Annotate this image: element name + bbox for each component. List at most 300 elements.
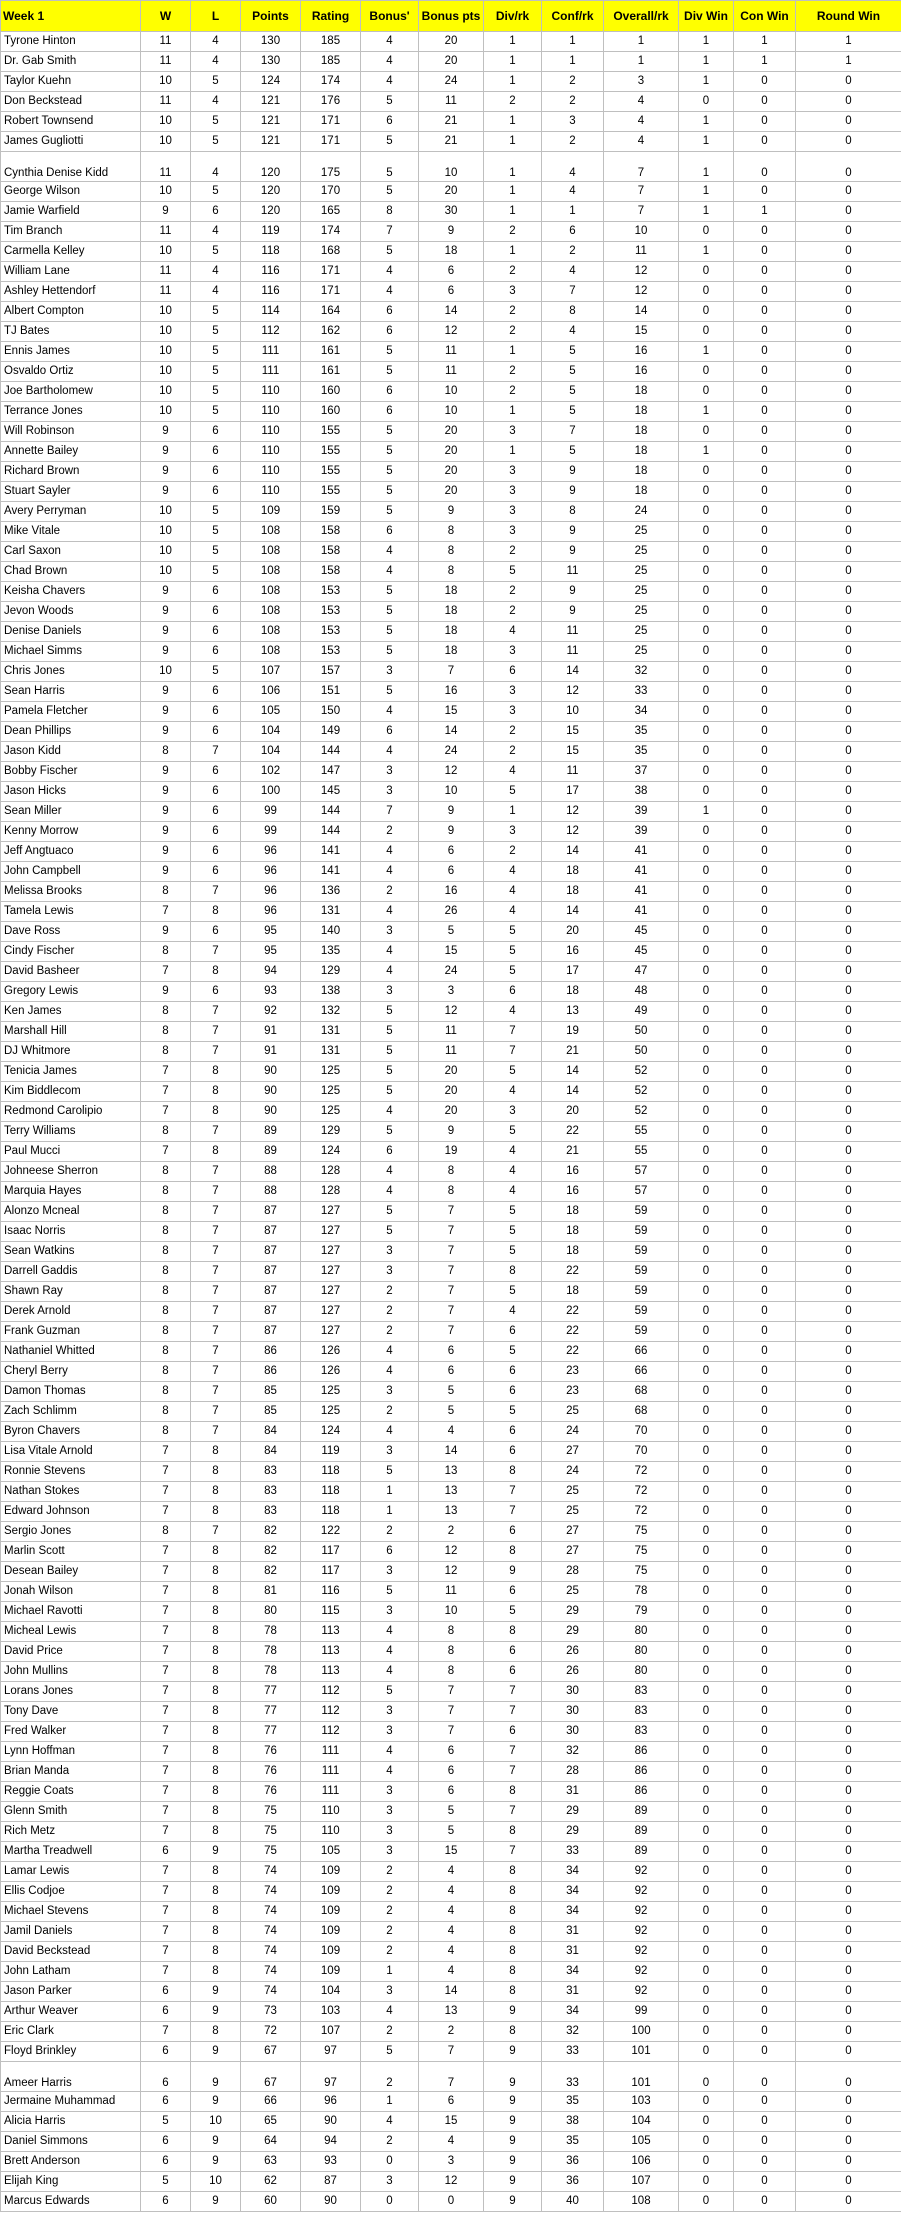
stat-cell: 25: [542, 1502, 604, 1522]
stat-cell: 5: [542, 402, 604, 422]
stat-cell: 0: [796, 402, 901, 422]
stat-cell: 0: [796, 882, 901, 902]
stat-cell: 127: [301, 1242, 361, 1262]
stat-cell: 0: [679, 822, 734, 842]
stat-cell: 8: [191, 1142, 241, 1162]
stat-cell: 0: [796, 2152, 901, 2172]
stat-cell: 52: [604, 1062, 679, 1082]
stat-cell: 7: [191, 1422, 241, 1442]
stat-cell: 118: [301, 1462, 361, 1482]
stat-cell: 108: [604, 2192, 679, 2212]
stat-cell: 37: [604, 762, 679, 782]
stat-cell: 76: [241, 1762, 301, 1782]
player-name-cell: Ronnie Stevens: [1, 1462, 141, 1482]
stat-cell: 8: [191, 1702, 241, 1722]
table-row: [1, 1742, 901, 1762]
stat-cell: 6: [191, 482, 241, 502]
stat-cell: 0: [679, 762, 734, 782]
stat-cell: 5: [484, 1602, 542, 1622]
stat-cell: 0: [734, 242, 796, 262]
table-row: [1, 1442, 901, 1462]
table-row: [1, 1882, 901, 1902]
table-row: [1, 642, 901, 662]
stat-cell: 5: [361, 622, 419, 642]
stat-cell: 27: [542, 1542, 604, 1562]
stat-cell: 2: [484, 722, 542, 742]
player-name-cell: Floyd Brinkley: [1, 2042, 141, 2062]
stat-cell: 0: [734, 1882, 796, 1902]
stat-cell: 100: [241, 782, 301, 802]
stat-cell: 185: [301, 52, 361, 72]
stat-cell: 113: [301, 1642, 361, 1662]
stat-cell: 5: [361, 582, 419, 602]
stat-cell: 1: [734, 202, 796, 222]
stat-cell: 0: [734, 2062, 796, 2092]
stat-cell: 0: [734, 1682, 796, 1702]
stat-cell: 83: [241, 1482, 301, 1502]
stat-cell: 41: [604, 842, 679, 862]
stat-cell: 11: [542, 762, 604, 782]
stat-cell: 5: [191, 132, 241, 152]
stat-cell: 7: [484, 1682, 542, 1702]
stat-cell: 52: [604, 1082, 679, 1102]
player-name-cell: Cynthia Denise Kidd: [1, 152, 141, 182]
stat-cell: 129: [301, 962, 361, 982]
stat-cell: 6: [141, 2152, 191, 2172]
stat-cell: 7: [141, 1662, 191, 1682]
stat-cell: 28: [542, 1562, 604, 1582]
table-row: [1, 842, 901, 862]
stat-cell: 2: [361, 2022, 419, 2042]
stat-cell: 0: [796, 842, 901, 862]
stat-cell: 159: [301, 502, 361, 522]
table-row: [1, 1282, 901, 1302]
table-row: [1, 242, 901, 262]
stat-cell: 8: [191, 1782, 241, 1802]
stat-cell: 82: [241, 1542, 301, 1562]
stat-cell: 90: [301, 2112, 361, 2132]
stat-cell: 74: [241, 1962, 301, 1982]
stat-cell: 0: [796, 922, 901, 942]
stat-cell: 0: [734, 1462, 796, 1482]
stat-cell: 9: [141, 922, 191, 942]
stat-cell: 0: [734, 112, 796, 132]
stat-cell: 7: [191, 882, 241, 902]
stat-cell: 8: [191, 1962, 241, 1982]
stat-cell: 6: [484, 662, 542, 682]
stat-cell: 30: [542, 1722, 604, 1742]
stat-cell: 2: [484, 582, 542, 602]
stat-cell: 0: [734, 722, 796, 742]
stat-cell: 7: [484, 1802, 542, 1822]
stat-cell: 59: [604, 1322, 679, 1342]
stat-cell: 90: [241, 1082, 301, 1102]
stat-cell: 128: [301, 1162, 361, 1182]
stat-cell: 0: [679, 2092, 734, 2112]
stat-cell: 7: [484, 1022, 542, 1042]
stat-cell: 6: [141, 2092, 191, 2112]
stat-cell: 7: [141, 1682, 191, 1702]
stat-cell: 7: [141, 1082, 191, 1102]
stat-cell: 80: [604, 1642, 679, 1662]
player-name-cell: Ellis Codjoe: [1, 1882, 141, 1902]
stat-cell: 102: [241, 762, 301, 782]
stat-cell: 130: [241, 32, 301, 52]
player-name-cell: Denise Daniels: [1, 622, 141, 642]
stat-cell: 6: [191, 822, 241, 842]
stat-cell: 0: [796, 1662, 901, 1682]
stat-cell: 10: [419, 782, 484, 802]
stat-cell: 77: [241, 1722, 301, 1742]
stat-cell: 0: [734, 92, 796, 112]
stat-cell: 0: [796, 1902, 901, 1922]
stat-cell: 155: [301, 462, 361, 482]
stat-cell: 116: [241, 262, 301, 282]
stat-cell: 57: [604, 1182, 679, 1202]
stat-cell: 8: [141, 1022, 191, 1042]
stat-cell: 0: [796, 422, 901, 442]
player-name-cell: Marcus Edwards: [1, 2192, 141, 2212]
stat-cell: 0: [796, 132, 901, 152]
player-name-cell: Cheryl Berry: [1, 1362, 141, 1382]
table-row: [1, 342, 901, 362]
stat-cell: 5: [542, 362, 604, 382]
stat-cell: 6: [484, 1662, 542, 1682]
stat-cell: 20: [419, 52, 484, 72]
stat-cell: 0: [679, 1782, 734, 1802]
stat-cell: 171: [301, 112, 361, 132]
stat-cell: 161: [301, 342, 361, 362]
stat-cell: 3: [484, 522, 542, 542]
stat-cell: 8: [141, 1282, 191, 1302]
stat-cell: 125: [301, 1382, 361, 1402]
stat-cell: 9: [141, 702, 191, 722]
stat-cell: 0: [734, 1142, 796, 1162]
stat-cell: 18: [604, 402, 679, 422]
stat-cell: 108: [241, 522, 301, 542]
stat-cell: 185: [301, 32, 361, 52]
table-row: [1, 922, 901, 942]
stat-cell: 0: [679, 1542, 734, 1562]
stat-cell: 0: [734, 1162, 796, 1182]
stat-cell: 5: [361, 182, 419, 202]
stat-cell: 5: [542, 342, 604, 362]
stat-cell: 5: [191, 402, 241, 422]
stat-cell: 5: [191, 362, 241, 382]
stat-cell: 29: [542, 1602, 604, 1622]
table-row: [1, 1822, 901, 1842]
stat-cell: 0: [796, 1782, 901, 1802]
table-row: [1, 1662, 901, 1682]
stat-cell: 78: [241, 1662, 301, 1682]
stat-cell: 3: [361, 1722, 419, 1742]
stat-cell: 0: [796, 1702, 901, 1722]
stat-cell: 0: [796, 742, 901, 762]
stat-cell: 0: [679, 542, 734, 562]
stat-cell: 4: [361, 1642, 419, 1662]
stat-cell: 0: [679, 1222, 734, 1242]
table-row: [1, 302, 901, 322]
stat-cell: 112: [301, 1682, 361, 1702]
stat-cell: 0: [796, 662, 901, 682]
stat-cell: 103: [301, 2002, 361, 2022]
stat-cell: 4: [542, 262, 604, 282]
stat-cell: 0: [796, 1722, 901, 1742]
stat-cell: 5: [361, 1082, 419, 1102]
stat-cell: 0: [679, 1262, 734, 1282]
stat-cell: 0: [679, 1662, 734, 1682]
stat-cell: 66: [604, 1342, 679, 1362]
stat-cell: 0: [734, 1242, 796, 1262]
stat-cell: 0: [679, 742, 734, 762]
stat-cell: 0: [796, 2002, 901, 2022]
stat-cell: 130: [241, 52, 301, 72]
stat-cell: 0: [796, 1122, 901, 1142]
stat-cell: 7: [141, 1622, 191, 1642]
stat-cell: 3: [361, 1782, 419, 1802]
stat-cell: 117: [301, 1542, 361, 1562]
player-name-cell: Ashley Hettendorf: [1, 282, 141, 302]
stat-cell: 0: [734, 1642, 796, 1662]
stat-cell: 0: [734, 1942, 796, 1962]
stat-cell: 8: [191, 1482, 241, 1502]
stat-cell: 0: [796, 682, 901, 702]
player-name-cell: Brian Manda: [1, 1762, 141, 1782]
stat-cell: 59: [604, 1262, 679, 1282]
player-name-cell: Johneese Sherron: [1, 1162, 141, 1182]
stat-cell: 5: [361, 502, 419, 522]
stat-cell: 15: [542, 742, 604, 762]
stat-cell: 12: [419, 2172, 484, 2192]
stat-cell: 6: [191, 642, 241, 662]
stat-cell: 0: [679, 1382, 734, 1402]
table-row: [1, 2172, 901, 2192]
stat-cell: 95: [241, 922, 301, 942]
stat-cell: 10: [419, 382, 484, 402]
stat-cell: 9: [141, 462, 191, 482]
stat-cell: 118: [301, 1482, 361, 1502]
stat-cell: 8: [141, 1202, 191, 1222]
table-row: [1, 1862, 901, 1882]
stat-cell: 5: [361, 682, 419, 702]
player-name-cell: Avery Perryman: [1, 502, 141, 522]
stat-cell: 4: [484, 1302, 542, 1322]
stat-cell: 0: [679, 902, 734, 922]
stat-cell: 9: [484, 2192, 542, 2212]
stat-cell: 5: [361, 1682, 419, 1702]
stat-cell: 9: [484, 2002, 542, 2022]
stat-cell: 0: [796, 602, 901, 622]
stat-cell: 8: [141, 942, 191, 962]
stat-cell: 0: [734, 1082, 796, 1102]
stat-cell: 2: [484, 322, 542, 342]
stat-cell: 109: [301, 1962, 361, 1982]
stat-cell: 18: [542, 862, 604, 882]
stat-cell: 12: [604, 262, 679, 282]
stat-cell: 5: [484, 942, 542, 962]
stat-cell: 31: [542, 1942, 604, 1962]
table-row: [1, 1502, 901, 1522]
stat-cell: 0: [734, 1822, 796, 1842]
stat-cell: 114: [241, 302, 301, 322]
stat-cell: 7: [141, 1502, 191, 1522]
stat-cell: 23: [542, 1362, 604, 1382]
stat-cell: 7: [191, 1522, 241, 1542]
stat-cell: 64: [241, 2132, 301, 2152]
stat-cell: 131: [301, 902, 361, 922]
stat-cell: 5: [361, 422, 419, 442]
stat-cell: 0: [679, 482, 734, 502]
stat-cell: 35: [604, 722, 679, 742]
stat-cell: 174: [301, 222, 361, 242]
stat-cell: 144: [301, 802, 361, 822]
stat-cell: 0: [361, 2152, 419, 2172]
stat-cell: 145: [301, 782, 361, 802]
stat-cell: 8: [191, 1722, 241, 1742]
stat-cell: 0: [679, 562, 734, 582]
stat-cell: 168: [301, 242, 361, 262]
stat-cell: 5: [419, 1802, 484, 1822]
stat-cell: 107: [241, 662, 301, 682]
stat-cell: 0: [796, 942, 901, 962]
stat-cell: 4: [484, 902, 542, 922]
stat-cell: 8: [141, 1262, 191, 1282]
stat-cell: 4: [484, 1182, 542, 1202]
stat-cell: 89: [604, 1842, 679, 1862]
stat-cell: 5: [361, 462, 419, 482]
stat-cell: 7: [141, 1562, 191, 1582]
stat-cell: 9: [419, 222, 484, 242]
stat-cell: 1: [679, 72, 734, 92]
stat-cell: 10: [141, 662, 191, 682]
table-row: [1, 362, 901, 382]
stat-cell: 8: [542, 302, 604, 322]
stat-cell: 0: [734, 1402, 796, 1422]
stat-cell: 6: [191, 702, 241, 722]
stat-cell: 3: [361, 1822, 419, 1842]
stat-cell: 127: [301, 1202, 361, 1222]
stat-cell: 0: [796, 1622, 901, 1642]
stat-cell: 4: [191, 32, 241, 52]
stat-cell: 13: [542, 1002, 604, 1022]
stat-cell: 124: [241, 72, 301, 92]
stat-cell: 6: [419, 1762, 484, 1782]
player-name-cell: DJ Whitmore: [1, 1042, 141, 1062]
player-name-cell: Lynn Hoffman: [1, 1742, 141, 1762]
stat-cell: 59: [604, 1202, 679, 1222]
stat-cell: 3: [361, 782, 419, 802]
column-header: Conf/rk: [542, 1, 604, 32]
stat-cell: 34: [604, 702, 679, 722]
stat-cell: 73: [241, 2002, 301, 2022]
stat-cell: 0: [796, 1642, 901, 1662]
stat-cell: 0: [679, 662, 734, 682]
table-row: [1, 702, 901, 722]
stat-cell: 5: [361, 642, 419, 662]
stat-cell: 8: [191, 1562, 241, 1582]
stat-cell: 0: [419, 2192, 484, 2212]
stat-cell: 2: [361, 1882, 419, 1902]
stat-cell: 25: [604, 602, 679, 622]
player-name-cell: Shawn Ray: [1, 1282, 141, 1302]
stat-cell: 8: [419, 562, 484, 582]
stat-cell: 76: [241, 1782, 301, 1802]
player-name-cell: Jeff Angtuaco: [1, 842, 141, 862]
stat-cell: 6: [141, 2132, 191, 2152]
stat-cell: 0: [734, 2112, 796, 2132]
stat-cell: 3: [484, 282, 542, 302]
stat-cell: 1: [679, 202, 734, 222]
stat-cell: 108: [241, 582, 301, 602]
stat-cell: 91: [241, 1022, 301, 1042]
stat-cell: 6: [141, 1842, 191, 1862]
stat-cell: 3: [484, 502, 542, 522]
stat-cell: 106: [604, 2152, 679, 2172]
stat-cell: 0: [796, 1922, 901, 1942]
stat-cell: 131: [301, 1042, 361, 1062]
stat-cell: 9: [484, 2042, 542, 2062]
stat-cell: 8: [141, 1322, 191, 1342]
player-name-cell: Lisa Vitale Arnold: [1, 1442, 141, 1462]
stat-cell: 96: [241, 902, 301, 922]
stat-cell: 0: [679, 322, 734, 342]
stat-cell: 111: [301, 1782, 361, 1802]
stat-cell: 112: [241, 322, 301, 342]
stat-cell: 6: [361, 402, 419, 422]
stat-cell: 111: [241, 342, 301, 362]
stat-cell: 74: [241, 1882, 301, 1902]
stat-cell: 78: [241, 1642, 301, 1662]
table-row: [1, 1482, 901, 1502]
stat-cell: 160: [301, 382, 361, 402]
stat-cell: 0: [679, 522, 734, 542]
stat-cell: 8: [141, 1122, 191, 1142]
stat-cell: 16: [542, 942, 604, 962]
stat-cell: 20: [419, 422, 484, 442]
stat-cell: 8: [484, 1922, 542, 1942]
stat-cell: 19: [419, 1142, 484, 1162]
stat-cell: 4: [484, 1162, 542, 1182]
stat-cell: 11: [141, 32, 191, 52]
table-row: [1, 422, 901, 442]
stat-cell: 12: [419, 1002, 484, 1022]
stat-cell: 72: [604, 1502, 679, 1522]
stat-cell: 109: [241, 502, 301, 522]
stat-cell: 68: [604, 1382, 679, 1402]
stat-cell: 0: [734, 1982, 796, 2002]
player-name-cell: Zach Schlimm: [1, 1402, 141, 1422]
stat-cell: 18: [604, 422, 679, 442]
stat-cell: 21: [419, 132, 484, 152]
stat-cell: 9: [484, 2062, 542, 2092]
stat-cell: 9: [141, 722, 191, 742]
stat-cell: 160: [301, 402, 361, 422]
stat-cell: 2: [361, 1282, 419, 1302]
stat-cell: 0: [734, 322, 796, 342]
stat-cell: 5: [361, 92, 419, 112]
stat-cell: 153: [301, 582, 361, 602]
stat-cell: 1: [484, 342, 542, 362]
stat-cell: 9: [191, 2192, 241, 2212]
stat-cell: 74: [241, 1942, 301, 1962]
stat-cell: 2: [361, 1302, 419, 1322]
stat-cell: 0: [796, 2092, 901, 2112]
stat-cell: 164: [301, 302, 361, 322]
stat-cell: 5: [191, 302, 241, 322]
stat-cell: 0: [734, 302, 796, 322]
stat-cell: 0: [734, 582, 796, 602]
stat-cell: 1: [679, 112, 734, 132]
